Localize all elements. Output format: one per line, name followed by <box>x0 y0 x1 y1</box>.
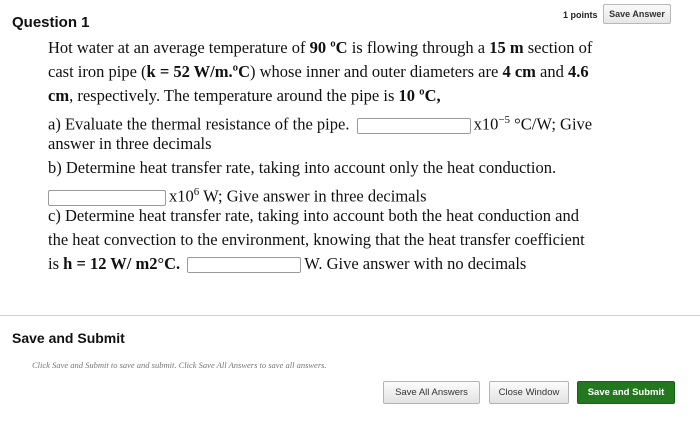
save-submit-hint: Click Save and Submit to save and submit. Click Save All Answers to save all answers. <box>32 360 327 370</box>
close-window-button[interactable]: Close Window <box>489 381 569 404</box>
question-header <box>0 0 700 34</box>
question-line-5: answer in three decimals <box>48 134 212 153</box>
points-label: 1 points <box>563 10 598 20</box>
save-answer-button[interactable]: Save Answer <box>603 4 671 24</box>
save-submit-title: Save and Submit <box>12 330 125 346</box>
question-title: Question 1 <box>12 14 90 31</box>
question-line-10: is h = 12 W/ m2°C. W. Give answer with no decimals <box>48 254 527 273</box>
question-line-4: a) Evaluate the thermal resistance of the pipe. $x10^{-5}$ °C/W; Give <box>48 114 593 134</box>
save-and-submit-button[interactable]: Save and Submit <box>577 381 675 404</box>
question-line-7: $x10^6$ W; Give answer in three decimals <box>48 180 688 204</box>
save-all-answers-button[interactable]: Save All Answers <box>383 381 480 404</box>
question-text <box>48 36 688 276</box>
answer-input-a[interactable] <box>357 118 471 134</box>
answer-input-c[interactable] <box>187 257 301 273</box>
question-line-1: Hot water at an average temperature of 90 ºC is flowing through a 15 m section of <box>48 38 593 57</box>
question-line-8: c) Determine heat transfer rate, taking into account both the heat conduction and <box>48 206 579 225</box>
question-line-6: b) Determine heat transfer rate, taking into account only the heat conduction. <box>48 158 557 177</box>
question-line-2: cast iron pipe (k = 52 W/m.ºC) whose inner and outer diameters are 4 cm and 4.6 <box>48 62 589 81</box>
question-line-9: the heat convection to the environment, knowing that the heat transfer coefficient <box>48 230 585 249</box>
section-divider <box>0 315 700 316</box>
question-line-3: cm, respectively. The temperature around the pipe is 10 ºC, <box>48 86 441 105</box>
